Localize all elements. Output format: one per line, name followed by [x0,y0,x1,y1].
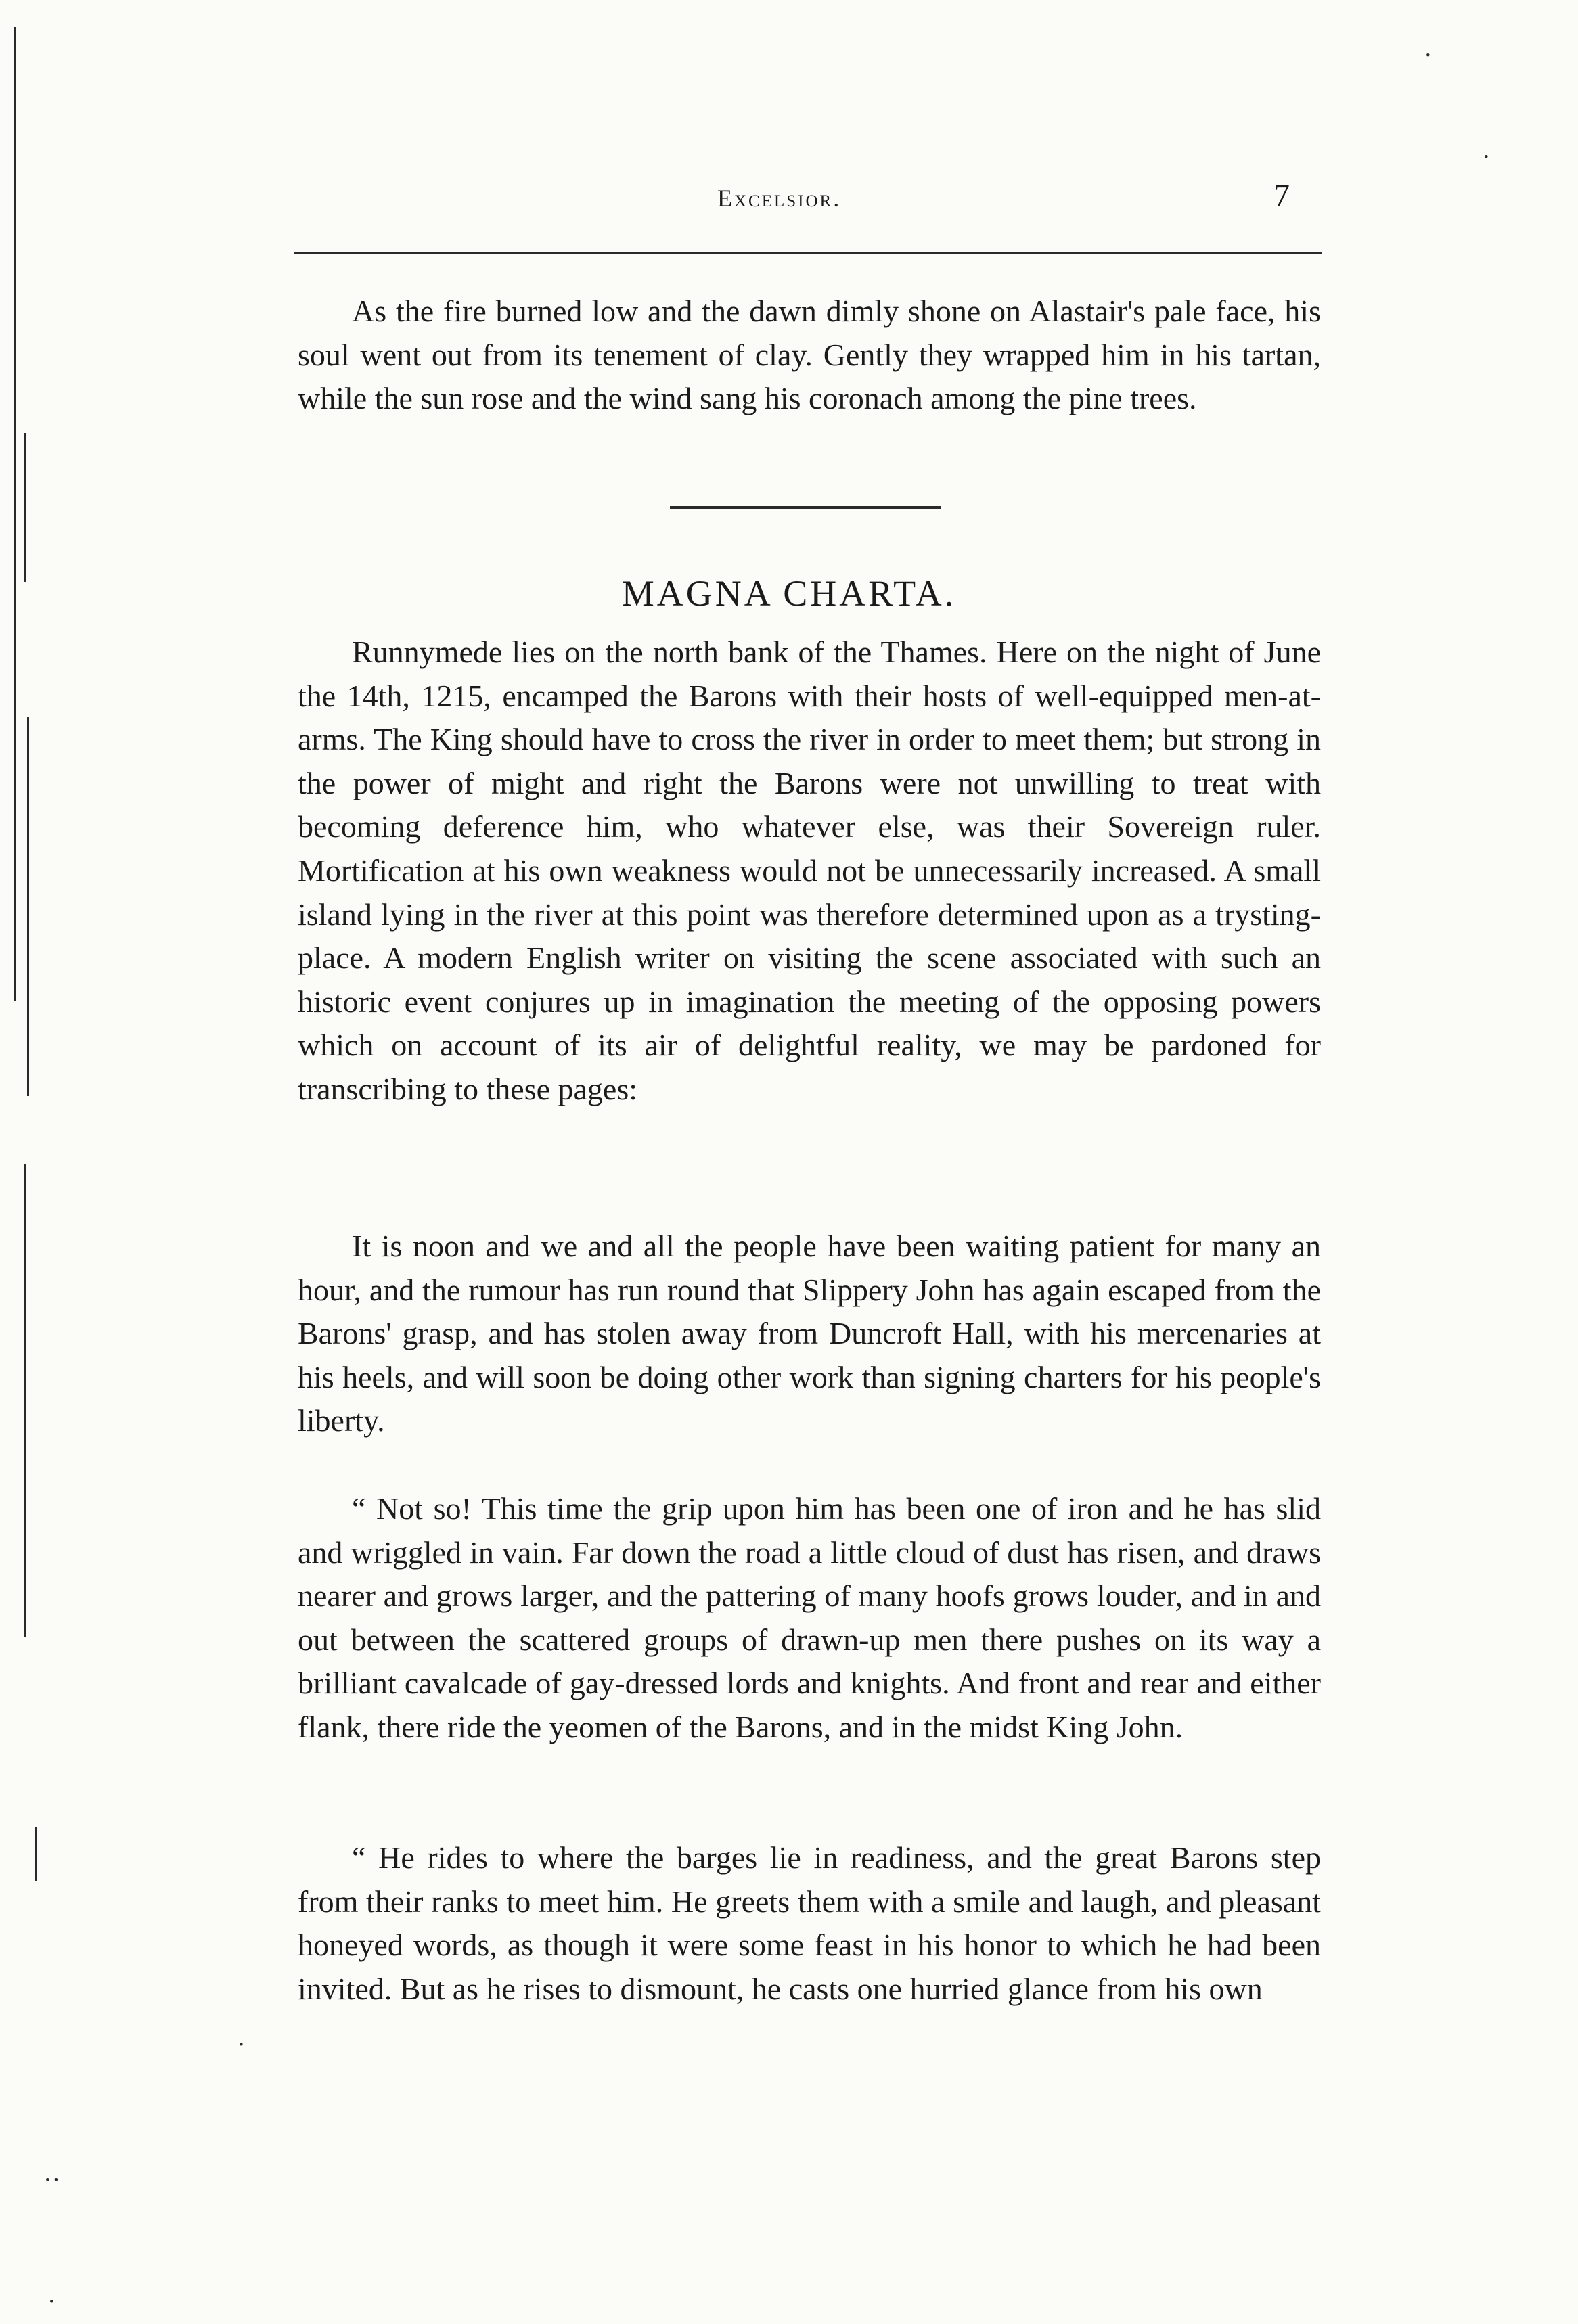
closing-paragraph: As the fire burned low and the dawn dimly shone on Alastair's pale face, his soul went out from its tenement of clay. Gently they wrapped him in his tartan, while the sun rose and the wind sang his coronach among the pine trees. [298,294,1321,416]
header-rule [294,252,1322,254]
body-paragraph: It is noon and we and all the people have been waiting patient for many an hour, and the rumour has run round that Slippery John has again escaped from the Barons' grasp, and has stolen away from Duncroft Hall, with his mercenaries at his heels, and will soon be doing other work than signing charters for his people's liberty. [298,1229,1321,1438]
body-paragraph: “ He rides to where the barges lie in readiness, and the great Barons step from their ranks to meet him. He greets them with a smile and laugh, and pleasant honeyed words, as though it were some feast in his honor to which he had been invited. But as he rises to dismount, he casts one hurried glance from his own [298,1840,1321,2006]
margin-speck: · [237,2030,246,2059]
page-number: 7 [1273,178,1290,214]
binding-edge-line [14,27,16,1001]
margin-speck: · [47,2287,56,2316]
binding-edge-line [35,1827,37,1881]
binding-edge-line [24,1164,26,1637]
binding-edge-line [27,717,29,1096]
section-title: MAGNA CHARTA. [621,573,957,614]
binding-edge-line [24,433,26,582]
running-title: Excelsior. [717,185,842,212]
body-paragraph: Runnymede lies on the north bank of the Thames. Here on the night of June the 14th, 1215, encamped the Barons with their hosts of well-equipped men-at-arms. The King should have to cross the river in order to meet them; but strong in the power of might and right the Barons were not unwilling to treat with becoming deference him, who whatever else, was their Sovereign ruler. Mortification at his own weakness would not be unnecessarily increased. A small island lying in the river at this point was therefore determined upon as a trysting-place. A modern English writer on visiting the scene associated with such an historic event conjures up in imagination the meeting of the opposing powers which on account of its air of delightful reality, we may be pardoned for transcribing to these pages: [298,635,1321,1106]
margin-speck: · [1482,143,1491,171]
section-separator [670,506,941,509]
body-paragraph: “ Not so! This time the grip upon him has been one of iron and he has slid and wriggled in vain. Far down the road a little cloud of dust has risen, and draws nearer and grows larger, and the pattering of many hoofs grows louder, and in and out between the scattered groups of drawn-up men there pushes on its way a brilliant cavalcade of gay-dressed lords and knights. And front and rear and either flank, there ride the yeomen of the Barons, and in the midst King John. [298,1491,1321,1744]
margin-speck: · [1424,41,1433,70]
margin-speck: ·· [43,2166,61,2194]
